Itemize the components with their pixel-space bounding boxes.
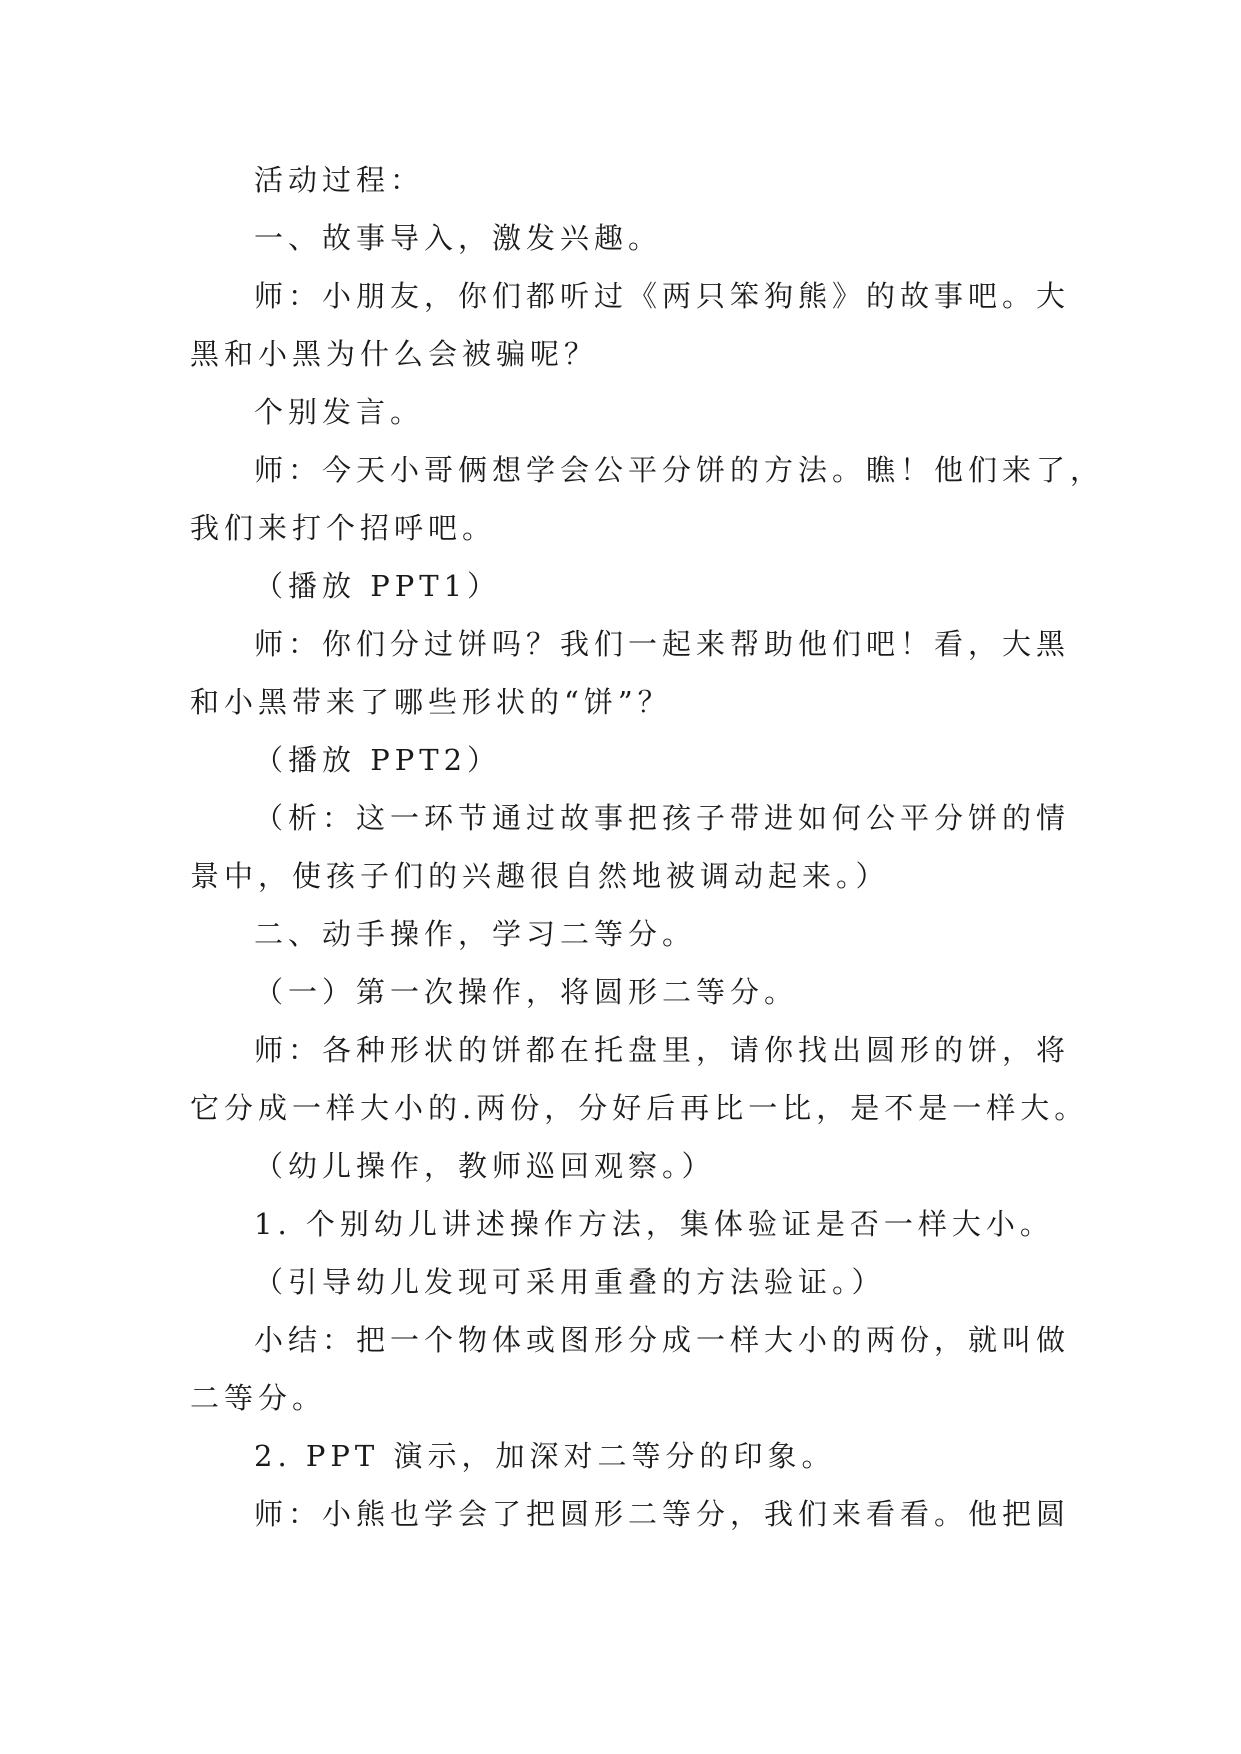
section-heading-2: 二、动手操作，学习二等分。 [254, 917, 697, 951]
numbered-item-1: 1. 个别幼儿讲述操作方法，集体验证是否一样大小。 [254, 1207, 1054, 1241]
paragraph-line: 师：小朋友，你们都听过《两只笨狗熊》的故事吧。大 [254, 279, 1071, 313]
paragraph-line: 师：小熊也学会了把圆形二等分，我们来看看。他把圆 [254, 1497, 1071, 1531]
heading-activity-process: 活动过程： [254, 163, 425, 197]
paragraph-line: （引导幼儿发现可采用重叠的方法验证。） [254, 1265, 886, 1299]
section-heading-1: 一、故事导入，激发兴趣。 [254, 221, 663, 255]
summary-line: 二等分。 [190, 1381, 327, 1415]
paragraph-line: 景中，使孩子们的兴趣很自然地被调动起来。） [190, 859, 890, 893]
paragraph-line: （播放 PPT1） [254, 569, 502, 603]
paragraph-line: 师：你们分过饼吗？我们一起来帮助他们吧！看，大黑 [254, 627, 1071, 661]
paragraph-line: （播放 PPT2） [254, 743, 502, 777]
numbered-item-2: 2. PPT 演示，加深对二等分的印象。 [254, 1439, 836, 1473]
paragraph-line: 它分成一样大小的.两份，分好后再比一比，是不是一样大。 [190, 1091, 1089, 1125]
paragraph-line: 师：各种形状的饼都在托盘里，请你找出圆形的饼，将 [254, 1033, 1071, 1067]
paragraph-line: （幼儿操作，教师巡回观察。） [254, 1149, 716, 1183]
paragraph-line: （析：这一环节通过故事把孩子带进如何公平分饼的情 [254, 801, 1071, 835]
paragraph-line: 个别发言。 [254, 395, 425, 429]
paragraph-line: 和小黑带来了哪些形状的“饼”？ [190, 685, 672, 719]
subsection-heading: （一）第一次操作，将圆形二等分。 [254, 975, 799, 1009]
paragraph-line: 我们来打个招呼吧。 [190, 511, 497, 545]
paragraph-line: 黑和小黑为什么会被骗呢？ [190, 337, 599, 371]
summary-line: 小结：把一个物体或图形分成一样大小的两份，就叫做 [254, 1323, 1071, 1357]
paragraph-line: 师：今天小哥俩想学会公平分饼的方法。瞧！他们来了， [254, 453, 1105, 487]
